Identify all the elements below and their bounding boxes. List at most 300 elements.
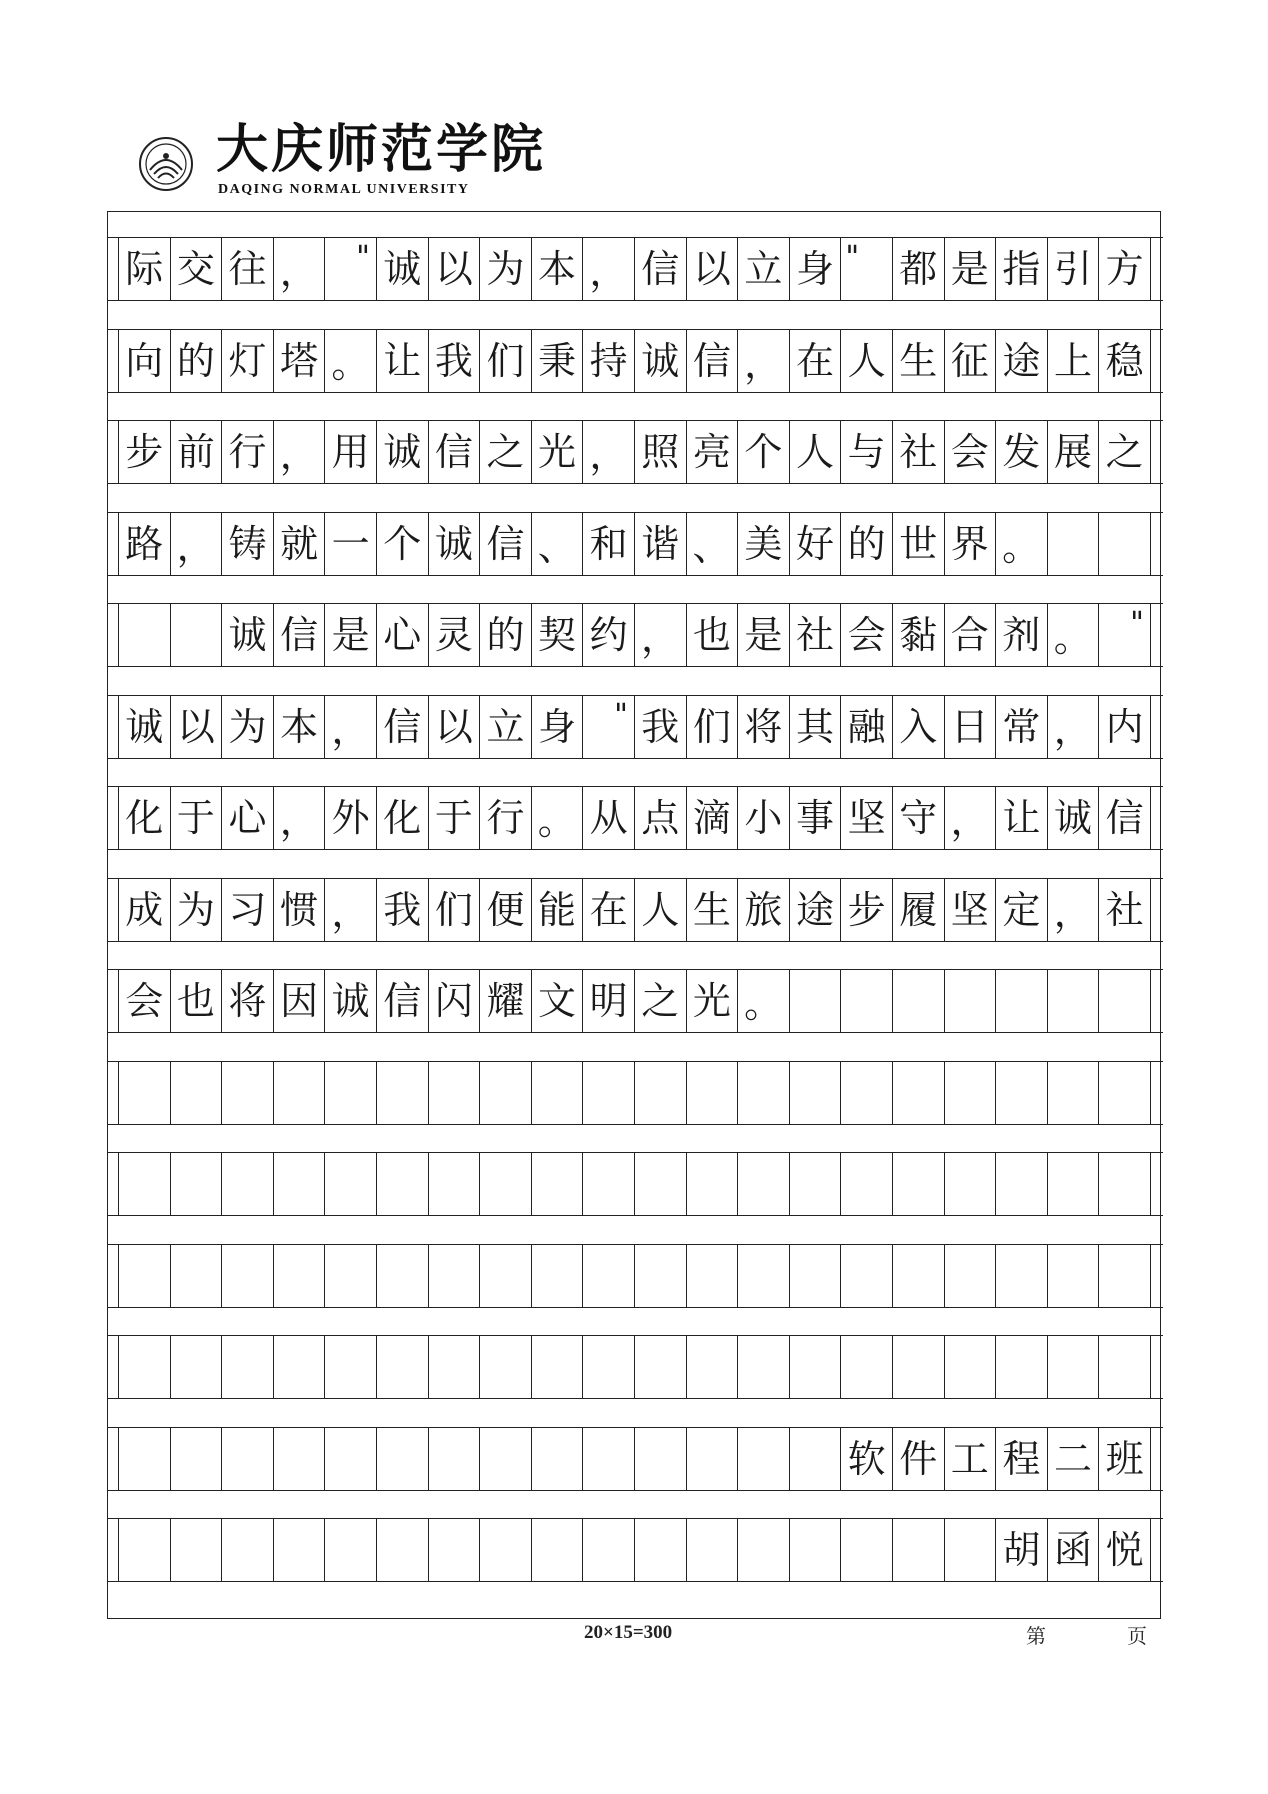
grid-cell: 让 (996, 786, 1048, 850)
grid-cell (996, 969, 1048, 1033)
grid-cell: 外 (325, 786, 377, 850)
grid-row (118, 1427, 1151, 1491)
grid-cell (893, 1518, 945, 1582)
grid-cell: ， (274, 237, 326, 301)
grid-cell: 。 (996, 512, 1048, 576)
grid-cell: 能 (532, 878, 584, 942)
grid-cell: 路 (119, 512, 171, 576)
grid-cell (480, 1427, 532, 1491)
grid-cell (171, 1427, 223, 1491)
grid-cell (996, 1061, 1048, 1125)
grid-cell: 化 (119, 786, 171, 850)
grid-cell: 其 (790, 695, 842, 759)
grid-cell (325, 1518, 377, 1582)
grid-cell (1048, 1335, 1100, 1399)
grid-cell (1048, 969, 1100, 1033)
grid-cell (480, 1244, 532, 1308)
grid-cell: 点 (635, 786, 687, 850)
grid-cell: 函 (1048, 1518, 1100, 1582)
grid-cell: " (1099, 603, 1151, 667)
grid-cell: 生 (893, 329, 945, 393)
grid-cell (222, 1244, 274, 1308)
grid-cell: 以 (429, 695, 481, 759)
grid-cell (1099, 969, 1151, 1033)
grid-cell (687, 1427, 739, 1491)
grid-row (118, 695, 1151, 759)
grid-cell: 坚 (841, 786, 893, 850)
page-label-ye: 页 (1127, 1624, 1147, 1648)
grid-cell (945, 1335, 997, 1399)
grid-cell: " (841, 237, 893, 301)
grid-cell (893, 969, 945, 1033)
grid-cell: 是 (945, 237, 997, 301)
grid-cell: 工 (945, 1427, 997, 1491)
grid-cell (583, 1152, 635, 1216)
grid-cell (841, 1061, 893, 1125)
grid-cell (377, 1244, 429, 1308)
grid-cell (635, 1244, 687, 1308)
grid-cell (429, 1335, 481, 1399)
grid-cell (841, 1244, 893, 1308)
grid-cell: 我 (429, 329, 481, 393)
grid-cell (532, 1427, 584, 1491)
grid-row (118, 237, 1151, 301)
grid-cell (1048, 1244, 1100, 1308)
grid-cell: ， (945, 786, 997, 850)
grid-cell (171, 1152, 223, 1216)
grid-cell: 以 (171, 695, 223, 759)
grid-cell (945, 1244, 997, 1308)
grid-cell: 征 (945, 329, 997, 393)
grid-cell (171, 1061, 223, 1125)
grid-cell (635, 1152, 687, 1216)
grid-cell (1099, 512, 1151, 576)
grid-cell: 也 (687, 603, 739, 667)
grid-cell (583, 1427, 635, 1491)
grid-cell: 美 (738, 512, 790, 576)
grid-row (118, 512, 1151, 576)
grid-cell: 们 (429, 878, 481, 942)
grid-cell: 交 (171, 237, 223, 301)
grid-cell (893, 1335, 945, 1399)
grid-cell (274, 1152, 326, 1216)
grid-cell: 秉 (532, 329, 584, 393)
grid-cell: 约 (583, 603, 635, 667)
grid-cell (119, 1335, 171, 1399)
grid-cell (583, 1244, 635, 1308)
grid-cell: 发 (996, 420, 1048, 484)
grid-cell: 的 (171, 329, 223, 393)
grid-cell: 灵 (429, 603, 481, 667)
grid-row (118, 1244, 1151, 1308)
grid-cell: 社 (893, 420, 945, 484)
school-name: 大庆师范学院 (216, 119, 547, 180)
grid-row (118, 1152, 1151, 1216)
grid-cell: 的 (841, 512, 893, 576)
grid-cell: ， (1048, 695, 1100, 759)
grid-cell (738, 1061, 790, 1125)
grid-cell: 个 (738, 420, 790, 484)
grid-cell: 也 (171, 969, 223, 1033)
grid-cell: 诚 (1048, 786, 1100, 850)
grid-cell (1099, 1152, 1151, 1216)
grid-cell (790, 1244, 842, 1308)
grid-cell: 指 (996, 237, 1048, 301)
grid-cell: 旅 (738, 878, 790, 942)
grid-cell: 诚 (377, 237, 429, 301)
grid-cell: 上 (1048, 329, 1100, 393)
grid-cell (687, 1061, 739, 1125)
grid-cell: 世 (893, 512, 945, 576)
grid-cell: 人 (635, 878, 687, 942)
grid-cell: ， (583, 420, 635, 484)
grid-cell: 是 (325, 603, 377, 667)
grid-cell (274, 1335, 326, 1399)
grid-cell: 立 (738, 237, 790, 301)
grid-cell: 和 (583, 512, 635, 576)
grid-cell (687, 1335, 739, 1399)
grid-cell: 信 (377, 969, 429, 1033)
grid-cell: 闪 (429, 969, 481, 1033)
grid-cell: 坚 (945, 878, 997, 942)
grid-cell: 之 (1099, 420, 1151, 484)
grid-cell (841, 1518, 893, 1582)
grid-cell (429, 1244, 481, 1308)
grid-cell (274, 1427, 326, 1491)
grid-cell: 为 (171, 878, 223, 942)
grid-cell: 信 (1099, 786, 1151, 850)
grid-cell (687, 1152, 739, 1216)
grid-cell: 方 (1099, 237, 1151, 301)
grid-cell (274, 1061, 326, 1125)
grid-cell (738, 1152, 790, 1216)
grid-cell: 、 (687, 512, 739, 576)
grid-cell: 让 (377, 329, 429, 393)
grid-cell: 以 (429, 237, 481, 301)
grid-cell (1048, 512, 1100, 576)
grid-cell: ， (274, 786, 326, 850)
grid-cell: 诚 (119, 695, 171, 759)
grid-cell (945, 1061, 997, 1125)
grid-row (118, 329, 1151, 393)
grid-cell: 持 (583, 329, 635, 393)
grid-cell (583, 1061, 635, 1125)
grid-cell: 我 (635, 695, 687, 759)
grid-cell (325, 1335, 377, 1399)
grid-cell (119, 603, 171, 667)
grid-cell: ， (583, 237, 635, 301)
grid-cell: 剂 (996, 603, 1048, 667)
grid-cell: 在 (583, 878, 635, 942)
grid-cell: 诚 (635, 329, 687, 393)
grid-cell: ， (635, 603, 687, 667)
grid-cell (893, 1244, 945, 1308)
grid-cell: 成 (119, 878, 171, 942)
grid-cell: 我 (377, 878, 429, 942)
grid-cell: 契 (532, 603, 584, 667)
grid-cell (325, 1427, 377, 1491)
grid-cell: 社 (1099, 878, 1151, 942)
grid-cell: 会 (119, 969, 171, 1033)
grid-cell (841, 1152, 893, 1216)
grid-cell (790, 1061, 842, 1125)
grid-cell (429, 1061, 481, 1125)
grid-cell (222, 1427, 274, 1491)
grid-cell: 。 (738, 969, 790, 1033)
grid-cell: 信 (635, 237, 687, 301)
grid-cell: 。 (532, 786, 584, 850)
grid-cell: 稳 (1099, 329, 1151, 393)
grid-cell: 谐 (635, 512, 687, 576)
grid-cell: 往 (222, 237, 274, 301)
grid-cell: 信 (377, 695, 429, 759)
grid-cell: 就 (274, 512, 326, 576)
grid-cell: ， (325, 878, 377, 942)
grid-row (118, 603, 1151, 667)
grid-cell: 展 (1048, 420, 1100, 484)
grid-cell: 们 (480, 329, 532, 393)
grid-cell (377, 1335, 429, 1399)
grid-cell: 胡 (996, 1518, 1048, 1582)
grid-cell (119, 1152, 171, 1216)
grid-cell (790, 969, 842, 1033)
grid-cell: 身 (790, 237, 842, 301)
grid-cell: 的 (480, 603, 532, 667)
grid-cell: 途 (996, 329, 1048, 393)
grid-cell: 化 (377, 786, 429, 850)
grid-cell (171, 603, 223, 667)
grid-cell (1099, 1244, 1151, 1308)
grid-cell: 铸 (222, 512, 274, 576)
grid-cell (325, 1244, 377, 1308)
grid-rows (108, 212, 1160, 1618)
grid-cell (222, 1518, 274, 1582)
grid-cell: 际 (119, 237, 171, 301)
grid-cell: 习 (222, 878, 274, 942)
grid-cell (1099, 1335, 1151, 1399)
grid-cell (119, 1061, 171, 1125)
grid-cell (635, 1518, 687, 1582)
grid-cell: 塔 (274, 329, 326, 393)
grid-count-label: 20×15=300 (584, 1622, 673, 1643)
grid-cell: 好 (790, 512, 842, 576)
grid-cell: ， (738, 329, 790, 393)
grid-row (118, 878, 1151, 942)
grid-cell: 悦 (1099, 1518, 1151, 1582)
grid-cell: 以 (687, 237, 739, 301)
grid-cell: 于 (171, 786, 223, 850)
grid-cell: 人 (841, 329, 893, 393)
grid-cell: 信 (274, 603, 326, 667)
grid-cell: 将 (738, 695, 790, 759)
grid-cell: 心 (377, 603, 429, 667)
grid-cell: 个 (377, 512, 429, 576)
grid-cell: 文 (532, 969, 584, 1033)
page-label-di: 第 (1026, 1624, 1046, 1648)
grid-cell (738, 1335, 790, 1399)
grid-cell: 社 (790, 603, 842, 667)
grid-cell (171, 1518, 223, 1582)
grid-cell (893, 1152, 945, 1216)
grid-cell (996, 1152, 1048, 1216)
grid-cell: ， (274, 420, 326, 484)
grid-cell (377, 1061, 429, 1125)
grid-cell (945, 1152, 997, 1216)
grid-cell (325, 1061, 377, 1125)
grid-cell: 光 (532, 420, 584, 484)
grid-row (118, 786, 1151, 850)
grid-cell: 二 (1048, 1427, 1100, 1491)
grid-cell (532, 1335, 584, 1399)
grid-cell: 向 (119, 329, 171, 393)
grid-cell (171, 1335, 223, 1399)
grid-cell: 信 (687, 329, 739, 393)
grid-cell: 因 (274, 969, 326, 1033)
grid-cell: 滴 (687, 786, 739, 850)
grid-cell (532, 1061, 584, 1125)
grid-cell (377, 1152, 429, 1216)
grid-cell (119, 1244, 171, 1308)
grid-cell (532, 1518, 584, 1582)
grid-cell (325, 1152, 377, 1216)
grid-cell: ， (1048, 878, 1100, 942)
grid-cell (274, 1518, 326, 1582)
grid-cell: 软 (841, 1427, 893, 1491)
grid-row (118, 1518, 1151, 1582)
grid-cell: " (583, 695, 635, 759)
grid-cell: 都 (893, 237, 945, 301)
grid-cell (119, 1518, 171, 1582)
grid-cell: 人 (790, 420, 842, 484)
grid-cell: 会 (841, 603, 893, 667)
school-name-en: DAQING NORMAL UNIVERSITY (218, 182, 470, 197)
grid-cell: 诚 (377, 420, 429, 484)
grid-cell: 与 (841, 420, 893, 484)
grid-cell (480, 1152, 532, 1216)
grid-cell: 信 (429, 420, 481, 484)
grid-cell: 在 (790, 329, 842, 393)
grid-row (118, 969, 1151, 1033)
grid-cell (687, 1518, 739, 1582)
grid-cell: 生 (687, 878, 739, 942)
grid-cell (532, 1244, 584, 1308)
grid-cell: 引 (1048, 237, 1100, 301)
grid-cell: 、 (532, 512, 584, 576)
grid-cell: 诚 (429, 512, 481, 576)
composition-sheet (107, 211, 1161, 1619)
grid-cell: 小 (738, 786, 790, 850)
grid-cell: 光 (687, 969, 739, 1033)
grid-cell (480, 1335, 532, 1399)
grid-cell (996, 1335, 1048, 1399)
grid-row (118, 1061, 1151, 1125)
grid-cell: 。 (325, 329, 377, 393)
grid-cell: 明 (583, 969, 635, 1033)
grid-cell: 定 (996, 878, 1048, 942)
grid-cell: 从 (583, 786, 635, 850)
grid-cell: ， (171, 512, 223, 576)
grid-cell: 心 (222, 786, 274, 850)
grid-cell: 用 (325, 420, 377, 484)
grid-cell (945, 969, 997, 1033)
grid-cell (480, 1061, 532, 1125)
grid-cell (635, 1335, 687, 1399)
grid-cell (377, 1427, 429, 1491)
grid-cell (532, 1152, 584, 1216)
grid-cell (429, 1427, 481, 1491)
grid-cell: 行 (222, 420, 274, 484)
grid-cell: 立 (480, 695, 532, 759)
grid-cell (1048, 1152, 1100, 1216)
grid-row (118, 420, 1151, 484)
grid-cell: 便 (480, 878, 532, 942)
grid-cell (945, 1518, 997, 1582)
grid-cell: 照 (635, 420, 687, 484)
grid-cell (738, 1518, 790, 1582)
grid-cell (738, 1427, 790, 1491)
grid-cell: 们 (687, 695, 739, 759)
grid-cell: 为 (480, 237, 532, 301)
grid-cell: 履 (893, 878, 945, 942)
grid-cell (429, 1518, 481, 1582)
grid-cell: 步 (841, 878, 893, 942)
grid-cell: ， (325, 695, 377, 759)
grid-cell: 诚 (222, 603, 274, 667)
grid-cell (480, 1518, 532, 1582)
grid-cell (635, 1061, 687, 1125)
grid-cell (790, 1152, 842, 1216)
grid-cell (893, 1061, 945, 1125)
grid-cell: 本 (532, 237, 584, 301)
grid-cell (274, 1244, 326, 1308)
grid-cell: 程 (996, 1427, 1048, 1491)
grid-cell: 日 (945, 695, 997, 759)
grid-cell (996, 1244, 1048, 1308)
grid-cell: 身 (532, 695, 584, 759)
grid-cell (687, 1244, 739, 1308)
grid-cell: 合 (945, 603, 997, 667)
grid-cell: 为 (222, 695, 274, 759)
grid-cell: 之 (635, 969, 687, 1033)
grid-cell: 途 (790, 878, 842, 942)
grid-cell (377, 1518, 429, 1582)
letterhead (138, 112, 558, 207)
grid-cell: 融 (841, 695, 893, 759)
grid-cell (1048, 1061, 1100, 1125)
grid-cell: 一 (325, 512, 377, 576)
grid-cell: 耀 (480, 969, 532, 1033)
grid-cell: 。 (1048, 603, 1100, 667)
grid-cell: 会 (945, 420, 997, 484)
grid-cell: 入 (893, 695, 945, 759)
grid-cell: 于 (429, 786, 481, 850)
grid-cell: 惯 (274, 878, 326, 942)
grid-cell (171, 1244, 223, 1308)
grid-row (118, 1335, 1151, 1399)
grid-cell (790, 1335, 842, 1399)
grid-cell: 常 (996, 695, 1048, 759)
grid-cell: 件 (893, 1427, 945, 1491)
grid-cell (222, 1152, 274, 1216)
grid-cell: 诚 (325, 969, 377, 1033)
grid-cell: 信 (480, 512, 532, 576)
grid-cell: 本 (274, 695, 326, 759)
grid-cell: 亮 (687, 420, 739, 484)
grid-cell: 前 (171, 420, 223, 484)
grid-cell: 界 (945, 512, 997, 576)
grid-cell (583, 1518, 635, 1582)
grid-cell (635, 1427, 687, 1491)
